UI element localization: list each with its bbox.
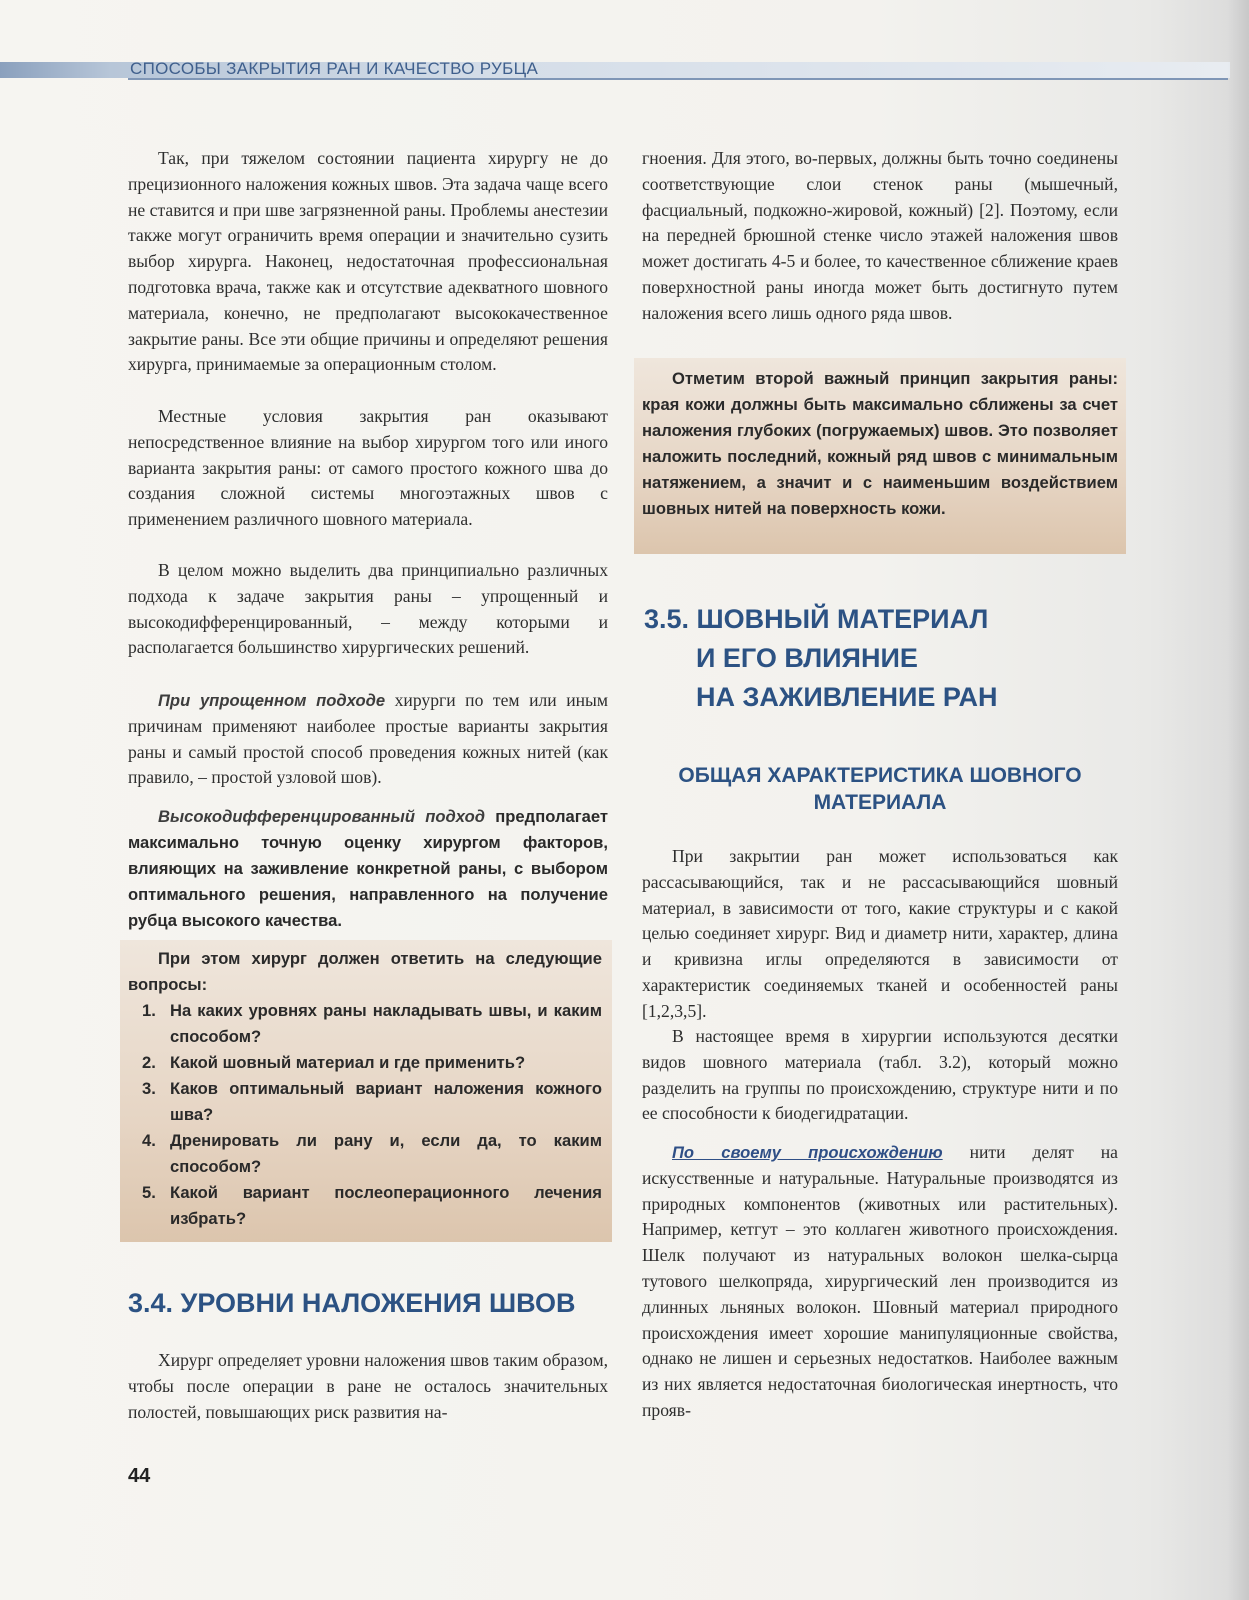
differentiated-approach-term: Высокодифференцированный подход <box>158 807 485 826</box>
list-item-text: Какой шовный материал и где применить? <box>170 1053 526 1072</box>
list-item-number: 1. <box>142 1001 156 1020</box>
section-heading-3-5-line-2: И ЕГО ВЛИЯНИЕ <box>696 643 918 673</box>
list-item-number: 2. <box>142 1053 156 1072</box>
principle-text: Отметим второй важный принцип закрытия раны: края кожи должны быть максимально сближены за счет наложения глубоких (погружаемых) швов. Это позволяет наложить последний, кожный ряд швов с минимальным натяжением, а значит и с наименьшим воздействием шовных нитей на поверхность кожи. <box>642 369 1118 518</box>
right-paragraph-1: гноения. Для этого, во-первых, должны быть точно соединены соответствующие слои стенок раны (мышечный, фасциальный, подкожно-жировой, кожный) [2]. Поэтому, если на передней брюшной стенке число этажей наложения швов может достигать 4-5 и более, то качественное сближение краев поверхностной раны иногда может быть достигнуто путем наложения всего лишь одного ряда швов. <box>642 148 1118 323</box>
section-heading-3-5-line-3: НА ЗАЖИВЛЕНИЕ РАН <box>696 682 998 712</box>
questions-box <box>120 940 612 1242</box>
principle-box <box>634 358 1126 554</box>
list-item <box>128 1180 602 1232</box>
left-paragraph-3: В целом можно выделить два принципиально различных подхода к задаче закрытия раны – упрощенный и высокодифференцированный, – между которыми и располагается большинство хирургических решений. <box>128 560 608 658</box>
left-paragraph-2: Местные условия закрытия ран оказывают непосредственное влияние на выбор хирургом того или иного варианта закрытия раны: от самого простого кожного шва до создания сложной системы многоэтажных швов с применением различного шовного материала. <box>128 406 608 530</box>
page-number: 44 <box>128 1465 151 1487</box>
section-heading-3-5 <box>644 600 1114 717</box>
right-paragraph-4-text: нити делят на искусственные и натуральные. Натуральные производятся из природных компонентов (животных или растительных). Например, кетгут – это коллаген животного происхождения. Шелк получают из натуральных волокон шелка-сырца тутового шелкопряда, хирургический лен производится из длинных льняных волокон. Шовный материал природного происхождения имеет хорошие манипуляционные свойства, однако не лишен и серьезных недостатков. Наиболее важным из них является недостаточная биологическая инертность, что прояв- <box>642 1142 1118 1420</box>
list-item <box>128 1076 602 1128</box>
right-paragraph-3: В настоящее время в хирургии используются десятки видов шовного материала (табл. 3.2), который можно разделить на группы по происхождению, структуре нити и по ее способности к биодегидратации. <box>642 1026 1118 1124</box>
list-item-number: 3. <box>142 1079 156 1098</box>
left-paragraph-6: Хирург определяет уровни наложения швов таким образом, чтобы после операции в ране не осталось значительных полостей, повышающих риск развития на- <box>128 1350 608 1422</box>
left-paragraph-1: Так, при тяжелом состоянии пациента хирургу не до прецизионного наложения кожных швов. Эта задача чаще всего не ставится и при шве загрязненной раны. Проблемы анестезии также могут ограничить время операции и значительно сузить выбор хирурга. Наконец, недостаточная профессиональная подготовка врача, также как и отсутствие адекватного шовного материала, конечно, не предполагают высококачественное закрытие раны. Все эти общие причины и определяют решения хирурга, принимаемые за операционным столом. <box>128 148 608 375</box>
list-item-text: Дренировать ли рану и, если да, то каким способом? <box>170 1131 602 1176</box>
right-paragraph-4 <box>642 1140 1118 1424</box>
origin-term: По своему происхождению <box>672 1143 943 1162</box>
page-edge-shadow <box>1227 0 1249 1600</box>
left-paragraph-4 <box>128 688 608 791</box>
list-item-text: Какой вариант послеоперационного лечения избрать? <box>170 1183 602 1228</box>
simplified-approach-term: При упрощенном подходе <box>158 691 386 710</box>
list-item <box>128 1128 602 1180</box>
list-item <box>128 1050 602 1076</box>
section-heading-3-5-line-1: 3.5. ШОВНЫЙ МАТЕРИАЛ <box>644 604 989 634</box>
running-head: СПОСОБЫ ЗАКРЫТИЯ РАН И КАЧЕСТВО РУБЦА <box>130 59 539 78</box>
left-paragraph-4-text: хирурги по тем или иным причинам применяют наиболее простые варианты закрытия раны и самый простой способ проведения кожных нитей (как правило, – простой узловой шов). <box>128 690 608 788</box>
list-item-text: На каких уровнях раны накладывать швы, и каким способом? <box>170 1001 602 1046</box>
list-item <box>128 998 602 1050</box>
questions-intro: При этом хирург должен ответить на следующие вопросы: <box>128 949 602 994</box>
left-paragraph-5-text: предполагает максимально точную оценку хирургом факторов, влияющих на заживление конкретной раны, с выбором оптимального решения, направленного на получение рубца высокого качества. <box>128 807 608 930</box>
right-paragraph-2: При закрытии ран может использоваться как рассасывающийся, так и не рассасывающийся шовный материал, в зависимости от того, какие структуры и с какой целью соединяет хирург. Вид и диаметр нити, характер, длина и кривизна иглы определяются в зависимости от характеристик соединяемых тканей и особенностей раны [1,2,3,5]. <box>642 846 1118 1021</box>
list-item-text: Каков оптимальный вариант наложения кожного шва? <box>170 1079 602 1124</box>
section-heading-3-4: 3.4. УРОВНИ НАЛОЖЕНИЯ ШВОВ <box>128 1288 576 1318</box>
list-item-number: 5. <box>142 1183 156 1202</box>
list-item-number: 4. <box>142 1131 156 1150</box>
subsection-heading: ОБЩАЯ ХАРАКТЕРИСТИКА ШОВНОГО МАТЕРИАЛА <box>678 764 1082 814</box>
questions-list <box>128 998 602 1232</box>
left-paragraph-5 <box>128 804 608 934</box>
